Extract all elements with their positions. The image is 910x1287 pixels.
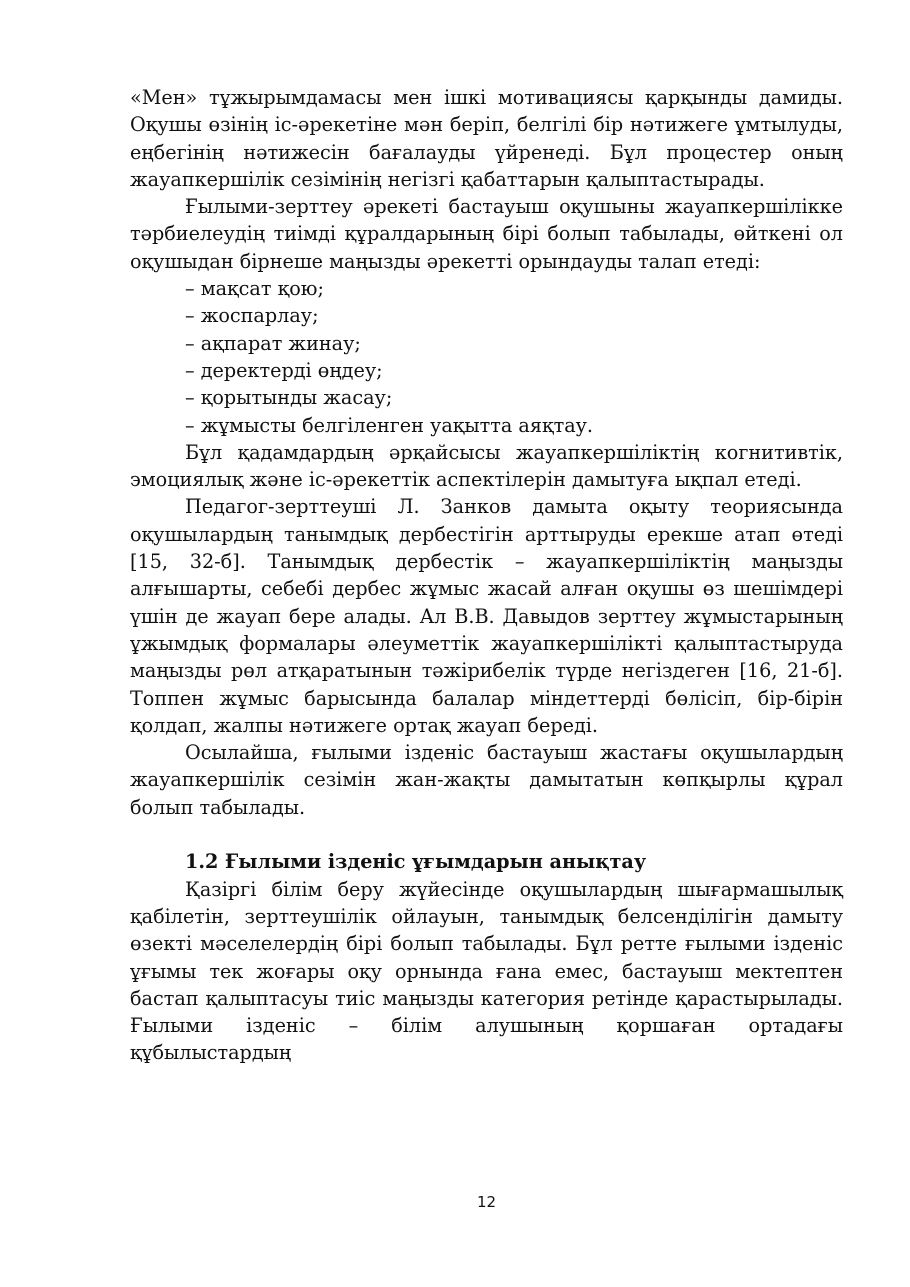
paragraph: Осылайша, ғылыми ізденіс бастауыш жастағы оқушылардың жауапкершілік сезімін жан-жақты дамытатын көпқырлы құрал болып табылады. bbox=[130, 741, 843, 819]
document-page bbox=[130, 84, 843, 1067]
list-item: – қорытынды жасау; bbox=[185, 386, 393, 410]
paragraph: Қазіргі білім беру жүйесінде оқушылардың шығармашылық қабілетін, зерттеушілік ойлауын, танымдық белсенділігін дамыту өзекті мәселелердің бірі болып табылады. Бұл ретте ғылыми ізденіс ұғымы тек жоғары оқу орнында ғана емес, бастауыш мектептен бастап қалыптасуы тиіс маңызды категория ретінде қарастырылады. Ғылыми ізденіс – білім алушының қоршаған ортадағы құбылыстардың bbox=[130, 877, 843, 1065]
paragraph: Бұл қадамдардың әрқайсысы жауапкершіліктің когнитивтік, эмоциялық және іс-әрекеттік аспектілерін дамытуға ықпал етеді. bbox=[130, 440, 843, 492]
list-item: – деректерді өңдеу; bbox=[185, 358, 383, 382]
list-item: – мақсат қою; bbox=[185, 277, 324, 301]
list-item: – ақпарат жинау; bbox=[185, 331, 361, 355]
bullet-list bbox=[130, 275, 843, 439]
paragraph: «Мен» тұжырымдамасы мен ішкі мотивациясы қарқынды дамиды. Оқушы өзінің іс-әрекетіне мән беріп, белгілі бір нәтижеге ұмтылуды, еңбегінің нәтижесін бағалауды үйренеді. Бұл процестер оның жауапкершілік сезімінің негізгі қабаттарын қалыптастырады. bbox=[130, 86, 843, 191]
section-spacer bbox=[130, 821, 843, 848]
list-item: – жұмысты белгіленген уақытта аяқтау. bbox=[185, 413, 594, 437]
list-item: – жоспарлау; bbox=[185, 304, 319, 328]
paragraph: Педагог-зерттеуші Л. Занков дамыта оқыту теориясында оқушылардың танымдық дербестігін арттыруды ерекше атап өтеді [15, 32-б]. Танымдық дербестік – жауапкершіліктің маңызды алғышарты, себебі дербес жұмыс жасай алған оқушы өз шешімдері үшін де жауап бере алады. Ал В.В. Давыдов зерттеу жұмыстарының ұжымдық формалары әлеуметтік жауапкершілікті қалыптастыруда маңызды рөл атқаратынын тәжірибелік түрде негіздеген [16, 21-б]. Топпен жұмыс барысында балалар міндеттерді бөлісіп, бір-бірін қолдап, жалпы нәтижеге ортақ жауап береді. bbox=[130, 495, 843, 737]
section-heading: 1.2 Ғылыми ізденіс ұғымдарын анықтау bbox=[185, 850, 647, 874]
page-number: 12 bbox=[476, 1193, 497, 1211]
paragraph: Ғылыми-зерттеу әрекеті бастауыш оқушыны жауапкершілікке тәрбиелеудің тиімді құралдарының бірі болып табылады, өйткені ол оқушыдан бірнеше маңызды әрекетті орындауды талап етеді: bbox=[130, 195, 843, 273]
